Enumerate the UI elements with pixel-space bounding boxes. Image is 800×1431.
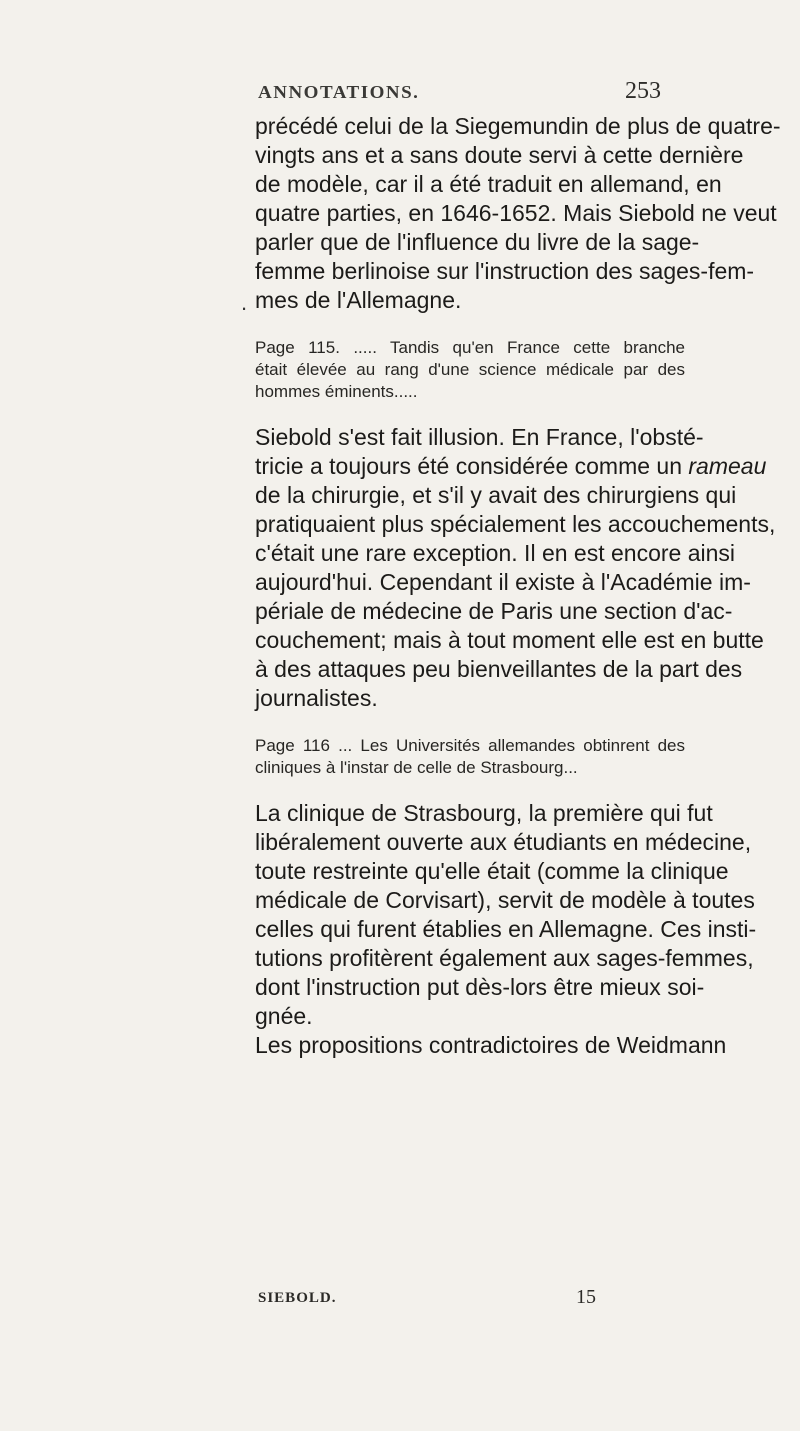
quotation-1 [255, 337, 685, 403]
page-body [255, 112, 781, 1060]
quote-line: hommes éminents..... [255, 382, 418, 401]
text-line: toute restreinte qu'elle était (comme la clinique [255, 858, 729, 884]
paragraph-1 [255, 112, 781, 315]
sheet-number: 15 [576, 1286, 596, 1308]
margin-mark: . [241, 290, 248, 315]
quote-line: cliniques à l'instar de celle de Strasbourg... [255, 758, 578, 777]
quote-line: Page 115. ..... Tandis qu'en France cette branche [255, 338, 685, 357]
text-line: tutions profitèrent également aux sages-femmes, [255, 945, 754, 971]
text-line [255, 452, 767, 481]
text-line [255, 973, 705, 1002]
text-line: périale de médecine de Paris une section d'ac- [255, 598, 733, 624]
text-line: couchement; mais à tout moment elle est en butte [255, 627, 764, 653]
paragraph-2 [255, 423, 776, 713]
text-line: précédé celui de la Siegemundin de plus de quatre- [255, 113, 781, 139]
text-line: Siebold s'est fait illusion. En France, l'obsté- [255, 424, 704, 450]
text-line: de modèle, car il a été traduit en allemand, en [255, 171, 722, 197]
text-line: mes de l'Allemagne. [255, 287, 462, 313]
text-line: vingts ans et a sans doute servi à cette dernière [255, 142, 744, 168]
text-line: quatre parties, en 1646-1652. Mais Siebold ne veut [255, 200, 777, 226]
quotation-2 [255, 735, 685, 779]
text-line: Les propositions contradictoires de Weidmann [255, 1032, 727, 1058]
text-line: de la chirurgie, et s'il y avait des chirurgiens qui [255, 482, 737, 508]
paragraph-3 [255, 799, 757, 1060]
running-title: ANNOTATIONS. [258, 82, 420, 103]
text-line: aujourd'hui. Cependant il existe à l'Académie im- [255, 569, 751, 595]
text-segment: tricie a toujours été considérée comme un [255, 453, 689, 479]
text-line: celles qui furent établies en Allemagne. Ces insti- [255, 916, 757, 942]
text-line: La clinique de Strasbourg, la première qui fut [255, 800, 713, 826]
text-segment: dont l'instruction put [255, 974, 466, 1000]
text-line: gnée. [255, 1003, 313, 1029]
italic-word: rameau [688, 453, 767, 479]
text-line: médicale de Corvisart), servit de modèle à toutes [255, 887, 755, 913]
text-line: libéralement ouverte aux étudiants en médecine, [255, 829, 752, 855]
quote-line: était élevée au rang d'une science médicale par des [255, 360, 685, 379]
text-segment: être mieux soi- [547, 974, 705, 1000]
text-line: femme berlinoise sur l'instruction des sages-fem- [255, 258, 755, 284]
quote-line: Page 116 ... Les Universités allemandes obtinrent des [255, 736, 685, 755]
page-number: 253 [625, 78, 661, 104]
signature-mark: SIEBOLD. [258, 1290, 337, 1306]
text-line: à des attaques peu bienveillantes de la part des [255, 656, 743, 682]
text-line: parler que de l'influence du livre de la sage- [255, 229, 700, 255]
text-line: pratiquaient plus spécialement les accouchements, [255, 511, 776, 537]
text-line: journalistes. [255, 685, 378, 711]
text-segment: dès-lors [465, 974, 548, 1000]
text-line: c'était une rare exception. Il en est encore ainsi [255, 540, 736, 566]
